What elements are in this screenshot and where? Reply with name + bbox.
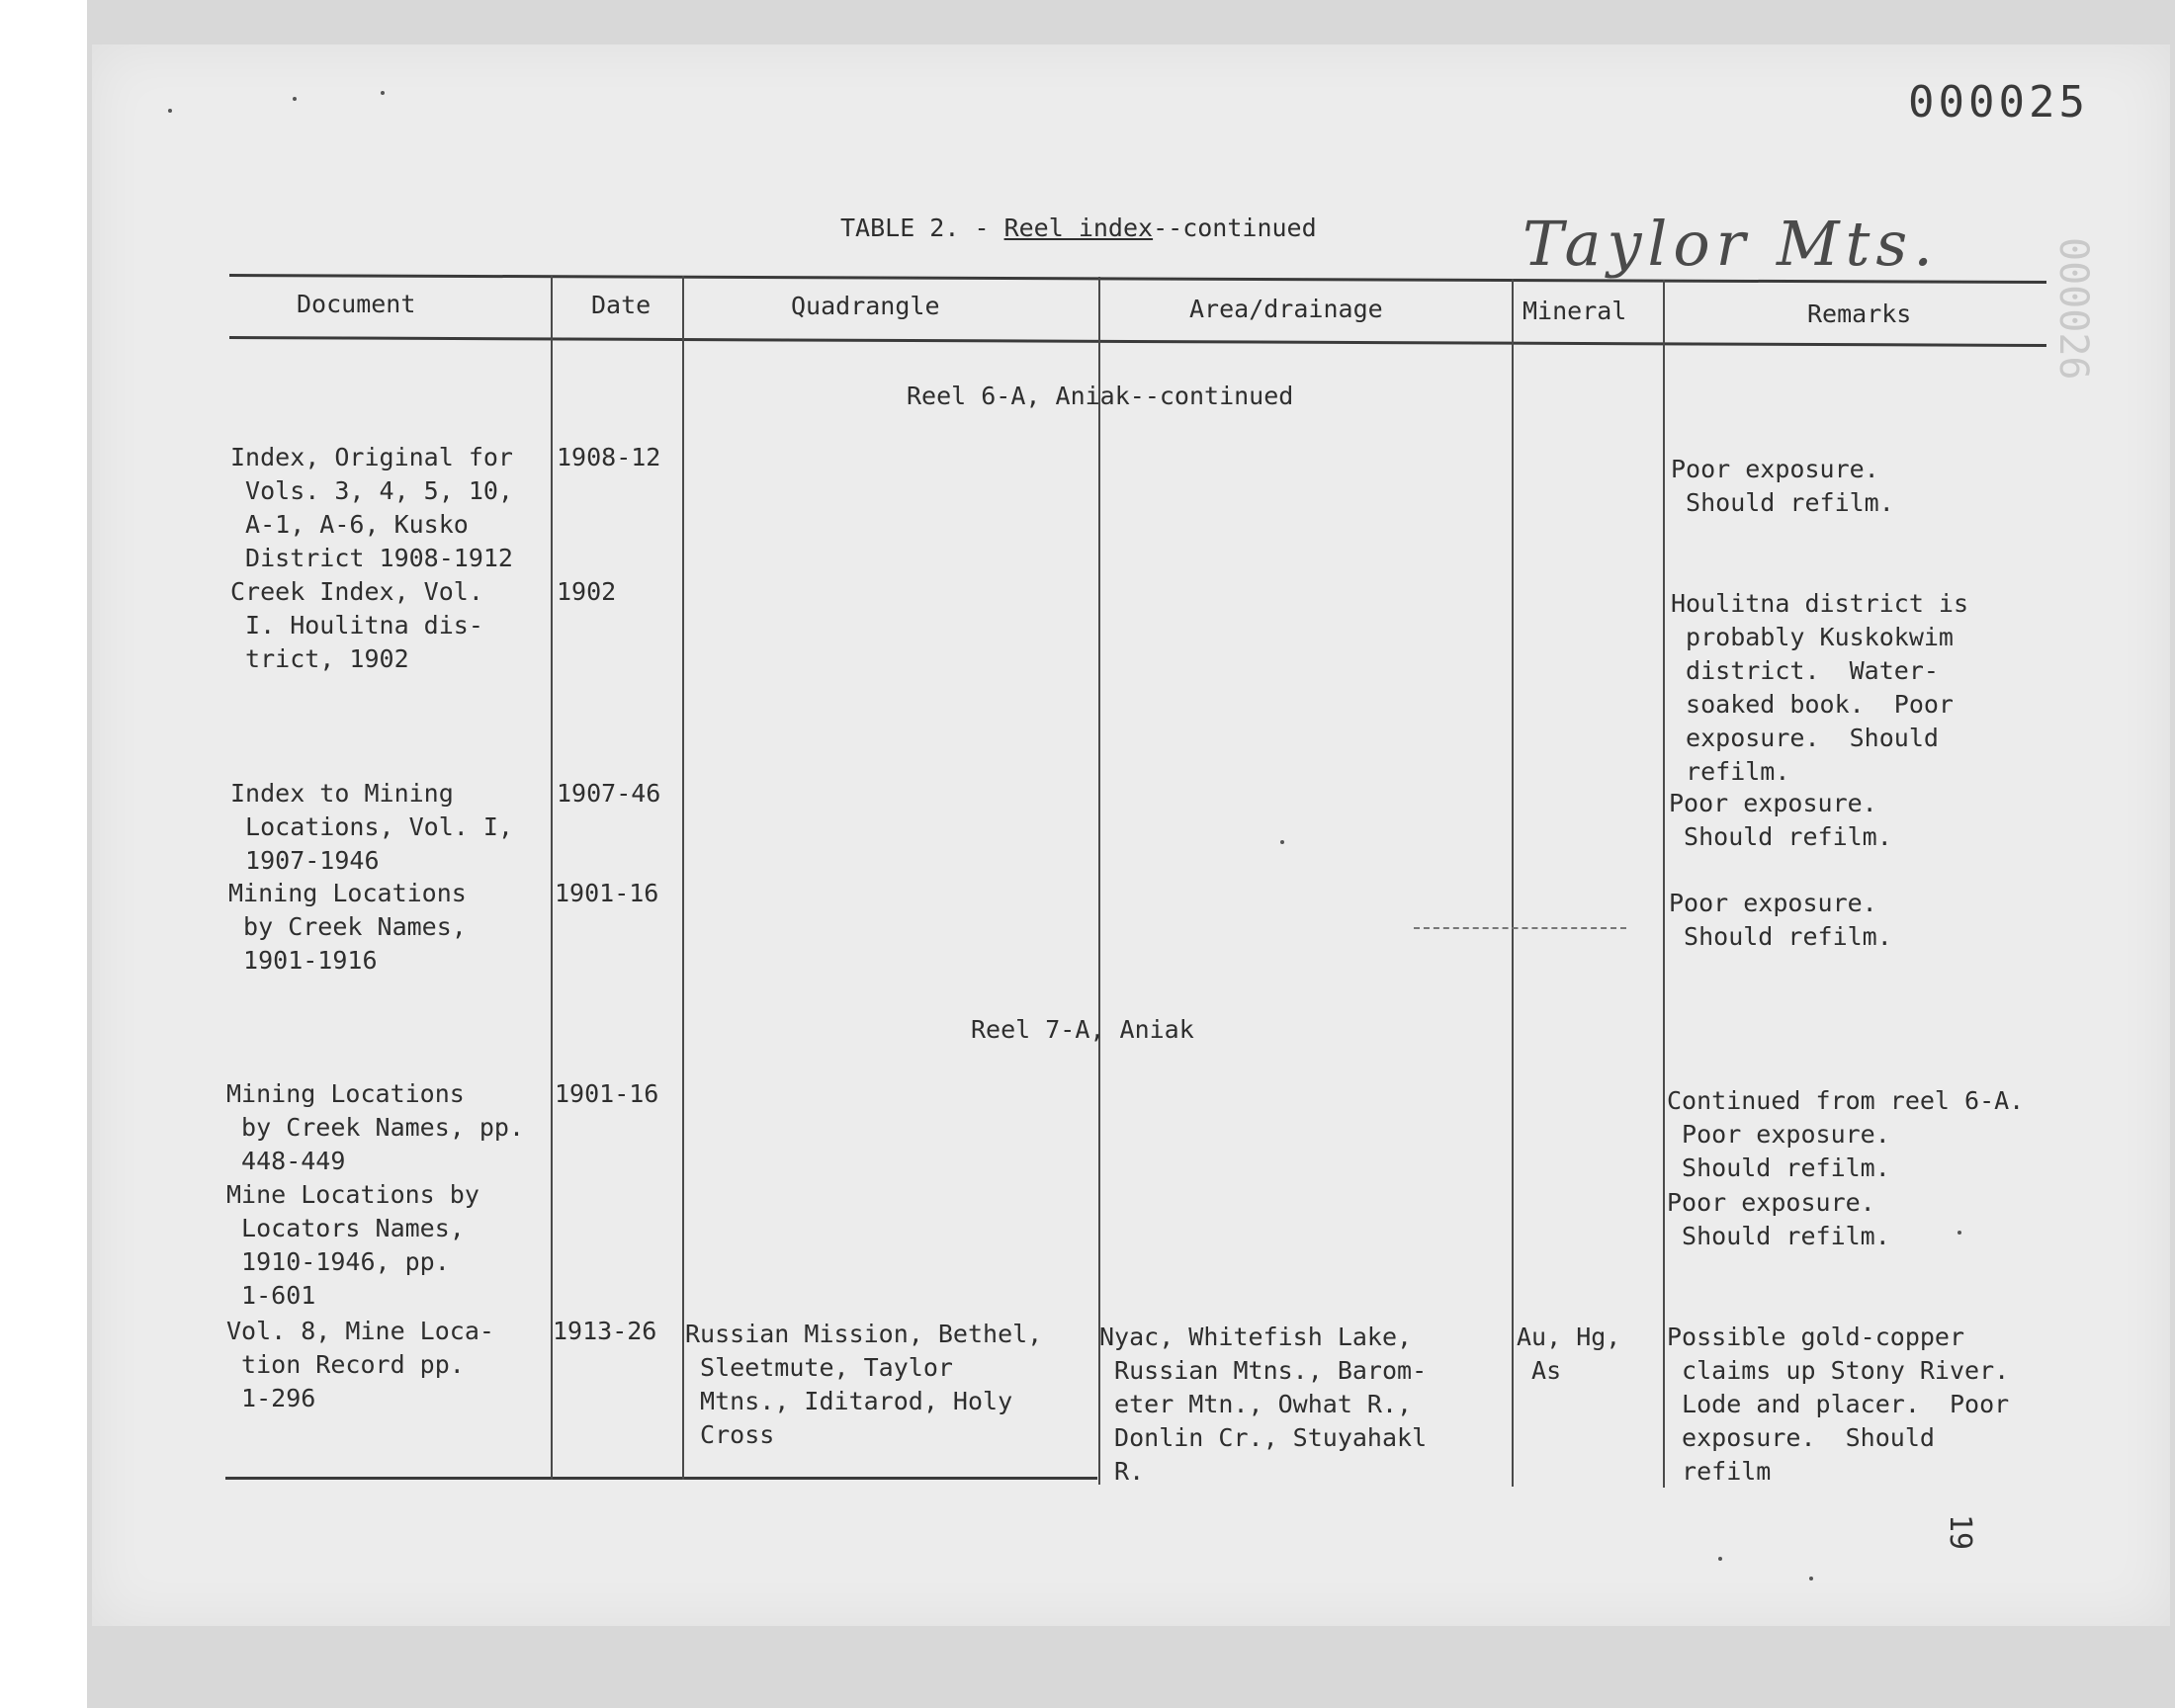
header-remarks: Remarks	[1807, 299, 1912, 328]
cell-remarks: Poor exposure. Should refilm.	[1667, 1188, 1890, 1250]
section-heading-reel-6a: Reel 6-A, Aniak--continued	[907, 382, 1294, 410]
dashed-mark	[1414, 927, 1626, 929]
col-divider-4	[1512, 279, 1514, 1487]
cell-date: 1901-16	[555, 879, 659, 907]
col-divider-5	[1663, 280, 1665, 1488]
cell-mineral: Au, Hg, As	[1517, 1323, 1621, 1385]
header-quadrangle: Quadrangle	[791, 292, 940, 320]
cell-date: 1907-46	[557, 779, 661, 808]
table-title-suffix: --continued	[1153, 214, 1317, 242]
scan-speck	[381, 91, 385, 95]
cell-date: 1913-26	[553, 1317, 657, 1345]
scan-speck	[293, 97, 297, 101]
cell-document: Vol. 8, Mine Loca- tion Record pp. 1-296	[226, 1317, 494, 1412]
cell-document: Mining Locations by Creek Names, pp. 448-449	[226, 1079, 525, 1175]
cell-remarks: Possible gold-copper claims up Stony River. Lode and placer. Poor exposure. Should refilm	[1667, 1323, 2010, 1486]
cell-date: 1901-16	[555, 1079, 659, 1108]
cell-date: 1908-12	[557, 443, 661, 471]
cell-document: Creek Index, Vol. I. Houlitna dis- trict, 1902	[230, 577, 483, 673]
handwritten-note: Taylor Mts.	[1522, 208, 1939, 280]
cell-area: Nyac, Whitefish Lake, Russian Mtns., Barom- eter Mtn., Owhat R., Donlin Cr., Stuyahakl R.	[1099, 1323, 1428, 1486]
scan-speck	[1958, 1231, 1961, 1235]
col-divider-2	[682, 276, 684, 1480]
cell-remarks: Poor exposure. Should refilm.	[1671, 455, 1894, 517]
header-area-drainage: Area/drainage	[1189, 295, 1383, 323]
page-number: 19	[1943, 1514, 1977, 1551]
side-stamp: 000026	[2050, 237, 2096, 381]
header-mineral: Mineral	[1522, 297, 1627, 325]
table-bottom-rule	[225, 1477, 1097, 1480]
cell-remarks: Poor exposure. Should refilm.	[1669, 889, 1892, 951]
scan-speck	[1280, 840, 1284, 844]
cell-document: Mining Locations by Creek Names, 1901-1916	[228, 879, 467, 975]
stamp-number: 000025	[1908, 77, 2089, 128]
header-date: Date	[591, 291, 652, 319]
cell-quadrangle: Russian Mission, Bethel, Sleetmute, Taylor Mtns., Iditarod, Holy Cross	[685, 1320, 1043, 1449]
col-divider-3	[1098, 277, 1100, 1485]
col-divider-1	[551, 276, 553, 1480]
cell-remarks: Continued from reel 6-A. Poor exposure. Should refilm.	[1667, 1086, 2025, 1182]
cell-document: Index, Original for Vols. 3, 4, 5, 10, A-1, A-6, Kusko District 1908-1912	[230, 443, 513, 572]
section-heading-reel-7a: Reel 7-A, Aniak	[971, 1015, 1194, 1044]
scan-speck	[168, 109, 172, 113]
cell-document: Mine Locations by Locators Names, 1910-1946, pp. 1-601	[226, 1180, 479, 1310]
cell-remarks: Houlitna district is probably Kuskokwim district. Water- soaked book. Poor exposure. Should refilm.	[1671, 589, 1969, 786]
cell-date: 1902	[557, 577, 617, 606]
header-document: Document	[297, 290, 416, 318]
table-title-prefix: TABLE 2. -	[840, 214, 1004, 242]
scan-speck	[1809, 1577, 1813, 1580]
scan-speck	[1718, 1557, 1722, 1561]
table-title-link: Reel index	[1003, 214, 1154, 242]
cell-remarks: Poor exposure. Should refilm.	[1669, 789, 1892, 851]
cell-document: Index to Mining Locations, Vol. I, 1907-1946	[230, 779, 513, 875]
table-title	[840, 212, 1317, 245]
